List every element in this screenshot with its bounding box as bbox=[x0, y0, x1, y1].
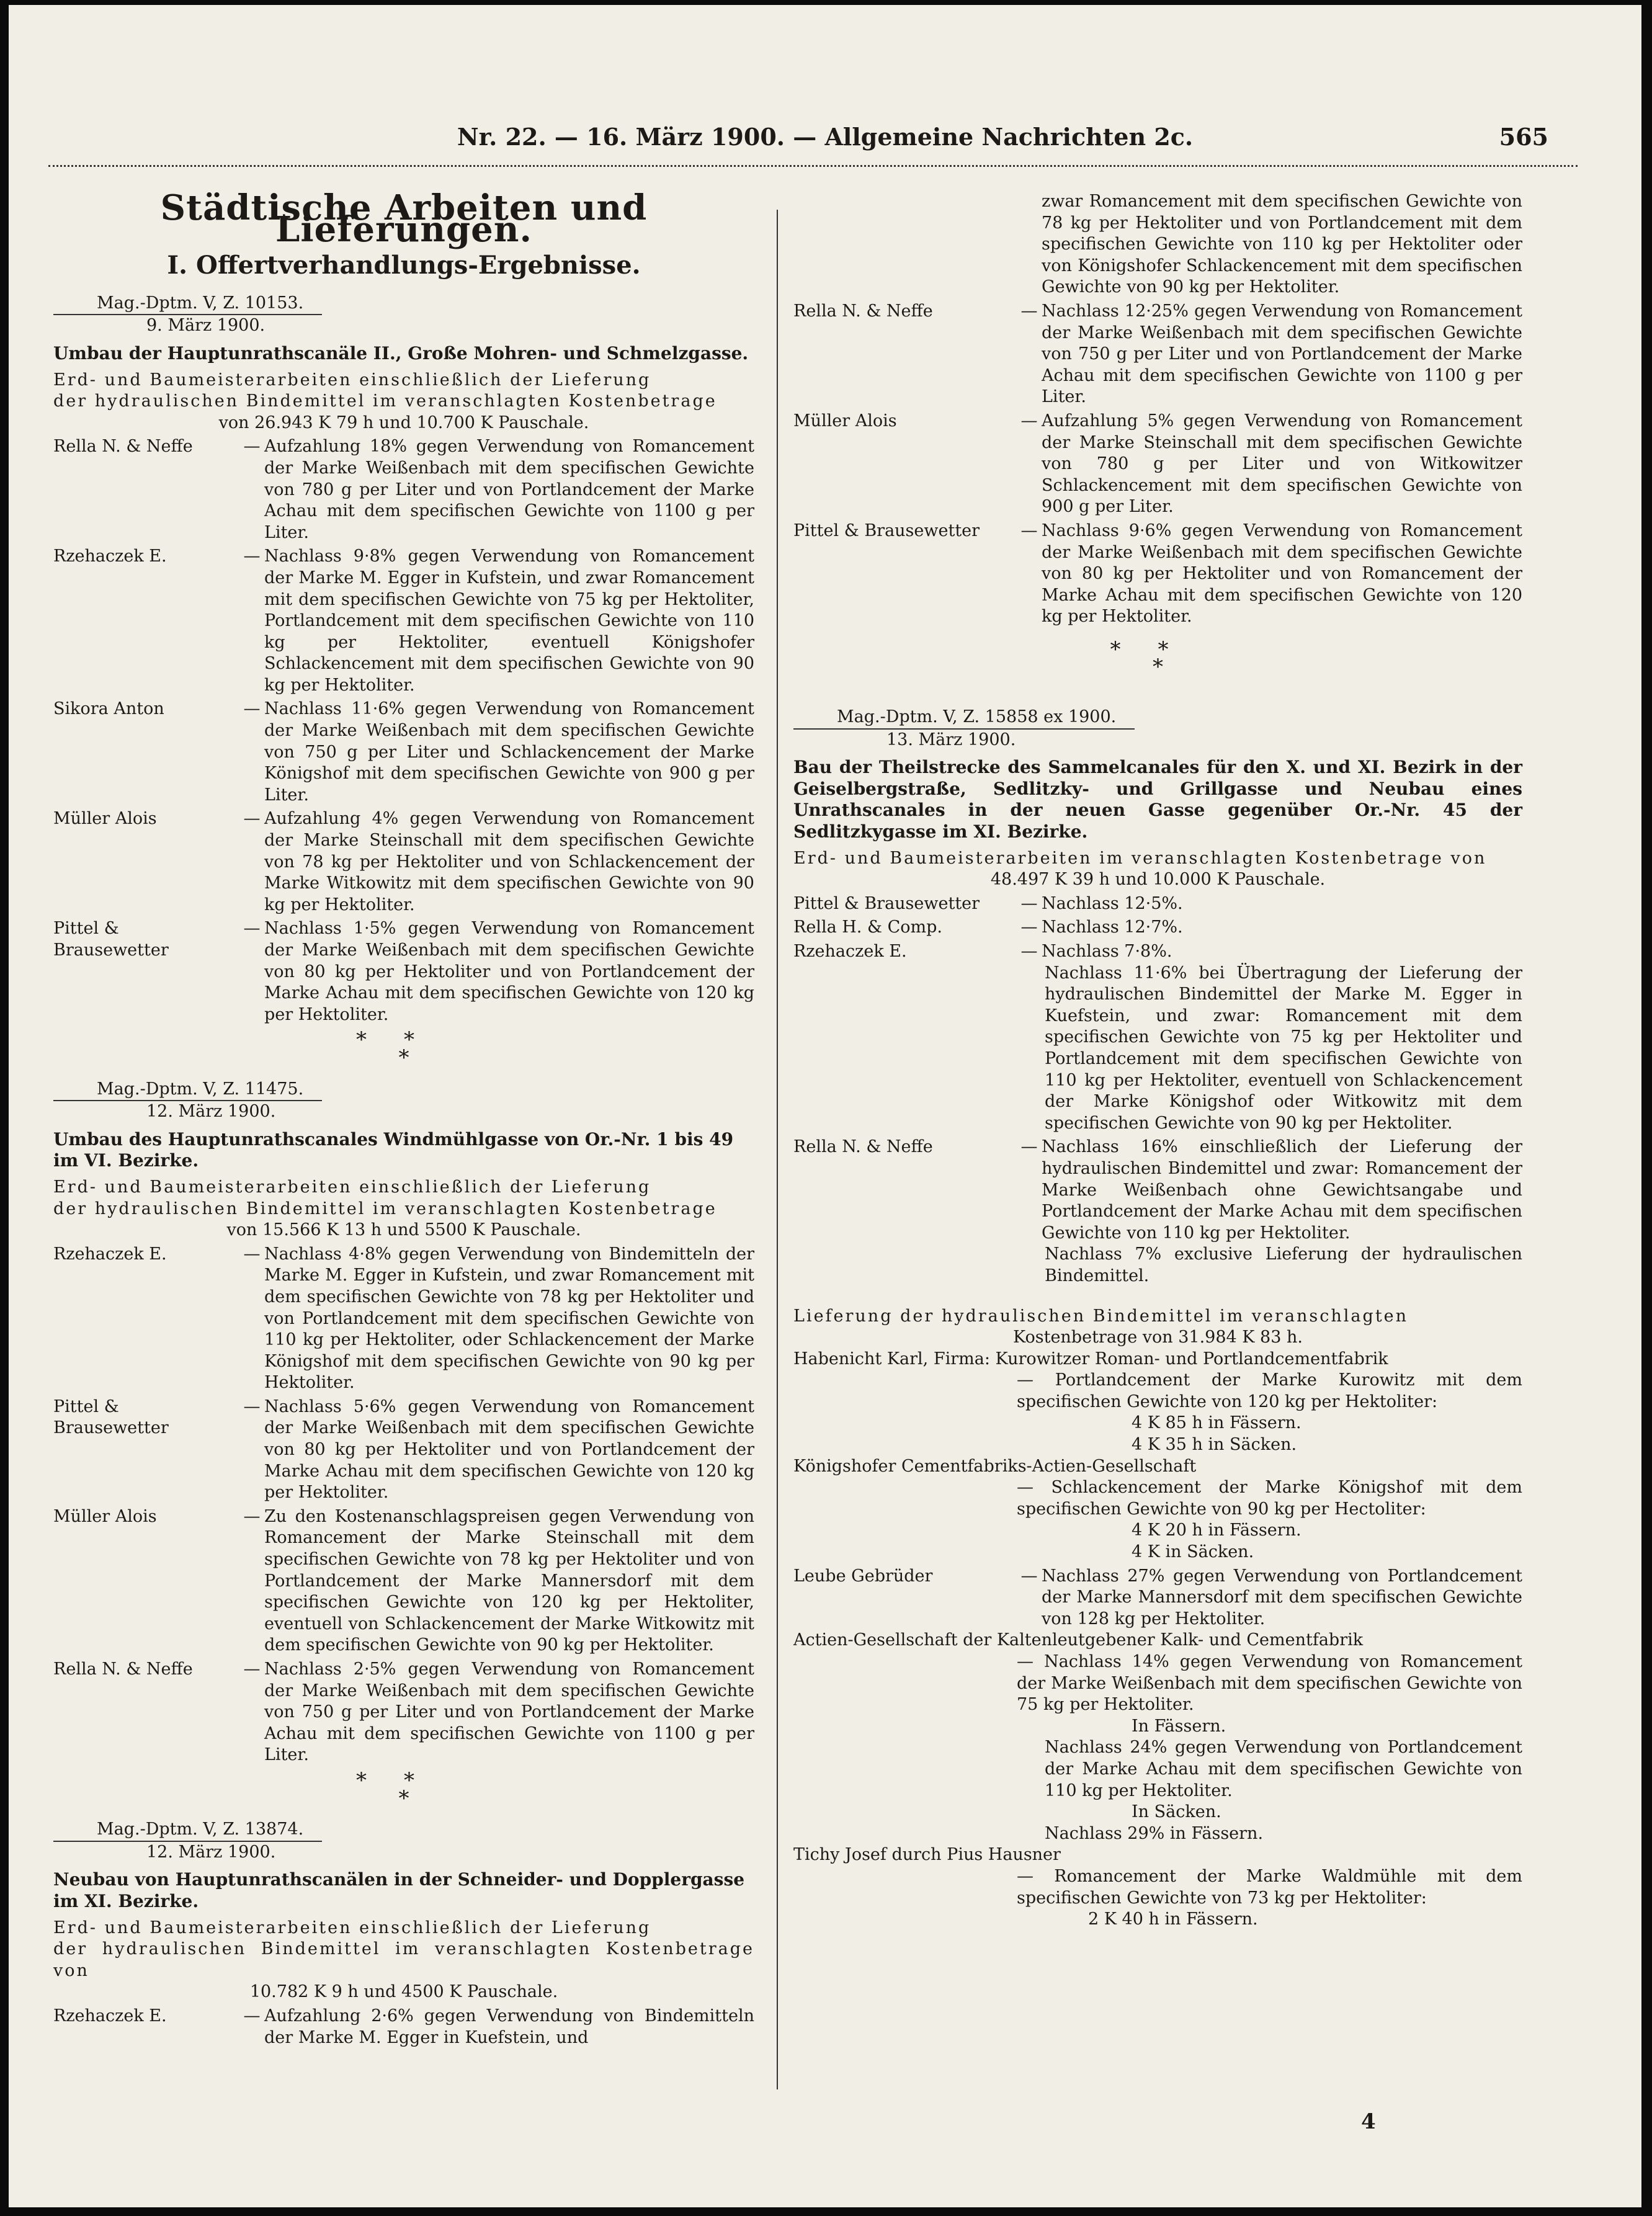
page bbox=[9, 5, 1641, 2207]
bid-entry: Rzehaczek E. — Aufzahlung 2·6% gegen Verwendung von Bindemitteln der Marke M. Egger in Kuefstein, und bbox=[53, 2006, 754, 2047]
separator-stars: ** bbox=[1110, 637, 1206, 662]
separator-stars: ** bbox=[356, 1767, 452, 1793]
signature-mark: 4 bbox=[1361, 2109, 1376, 2134]
separator-stars: ** bbox=[356, 1027, 452, 1053]
intro-text: Lieferung der hydraulischen Bindemittel im veranschlagten Kostenbetrage von 31.984 K 83 h. bbox=[793, 1306, 1409, 1347]
date: 12. März 1900. bbox=[146, 1102, 276, 1122]
bid-detail: Nachlass 7% exclusive Lieferung der hydraulischen Bindemittel. bbox=[1045, 1244, 1522, 1285]
continuation-text: zwar Romancement mit dem specifischen Gewichte von 78 kg per Hektoliter und von Portlandcement mit dem specifischen Gewichte von 110 kg per Hektoliter oder von Königshofer Schlackencement mit dem specifischen Gewichte von 90 kg per Hektoliter. bbox=[1042, 192, 1522, 297]
dept-ref: Mag.-Dptm. V, Z. 13874. bbox=[53, 1815, 754, 1842]
bid-detail: Nachlass 24% gegen Verwendung von Portlandcement der Marke Achau mit dem specifischen Gewichte von 110 kg per Hektoliter. bbox=[1045, 1738, 1522, 1800]
bid-entry: Rzehaczek E. — Nachlass 4·8% gegen Verwendung von Bindemitteln der Marke M. Egger in Kufstein, und zwar Romancement mit dem specifischen Gewichte von 78 kg per Hektoliter und von Portlandcement mit dem specifischen Gewichte von 110 kg per Hektoliter, oder Schlackencement der Marke Königshof mit dem specifischen Gewichte von 90 kg per Hektoliter. bbox=[53, 1244, 754, 1393]
project-title: Neubau von Hauptunrathscanälen in der Schneider- und Dopplergasse im XI. Bezirke. bbox=[53, 1869, 745, 1911]
bid-entry: Rella N. & Neffe — Nachlass 16% einschließlich der Lieferung der hydraulischen Bindemittel und zwar: Romancement der Marke Weißenbach ohne Gewichtsangabe und Portlandcement der Marke Achau mit dem specifischen Gewichte von 110 kg per Hektoliter. bbox=[793, 1137, 1522, 1243]
bid-detail: — Schlackencement der Marke Königshof mit dem specifischen Gewichte von 90 kg per Hectoliter: bbox=[1017, 1478, 1522, 1519]
price-line: In Säcken. bbox=[1132, 1802, 1221, 1822]
bid-entry: Rella H. & Comp. — Nachlass 12·7%. bbox=[793, 918, 1183, 937]
price-line: 2 K 40 h in Fässern. bbox=[1088, 1910, 1258, 1929]
section-title: I. Offertverhandlungs-Ergebnisse. bbox=[167, 251, 641, 280]
firm-name: Tichy Josef durch Pius Hausner bbox=[793, 1845, 1061, 1865]
price-line: 4 K 35 h in Säcken. bbox=[1132, 1435, 1297, 1455]
bid-entry: Leube Gebrüder — Nachlass 27% gegen Verwendung von Portlandcement der Marke Mannersdorf mit dem specifischen Gewichte von 128 kg per Hektoliter. bbox=[793, 1566, 1522, 1628]
right-column bbox=[793, 191, 1522, 1931]
intro-text: Erd- und Baumeisterarbeiten einschließlich der Lieferung der hydraulischen Bindemittel im veranschlagten Kostenbetrage von 10.782 K 9 h und 4500 K Pauschale. bbox=[53, 1918, 754, 2002]
bid-entry: Rella N. & Neffe — Nachlass 12·25% gegen Verwendung von Romancement der Marke Weißenbach mit dem specifischen Gewichte von 750 g per Liter und von Portlandcement der Marke Achau mit dem specifischen Gewichte von 1100 g per Liter. bbox=[793, 301, 1522, 407]
separator-star: * bbox=[398, 1785, 409, 1811]
intro-text: Erd- und Baumeisterarbeiten im veranschlagten Kostenbetrage von 48.497 K 39 h und 10.000 K Pauschale. bbox=[793, 848, 1487, 890]
separator-star: * bbox=[398, 1045, 409, 1070]
firm-name: Königshofer Cementfabriks-Actien-Gesellschaft bbox=[793, 1456, 1197, 1476]
price-line: Nachlass 29% in Fässern. bbox=[1045, 1823, 1264, 1843]
bid-entry: Rella N. & Neffe — Aufzahlung 18% gegen Verwendung von Romancement der Marke Weißenbach mit dem specifischen Gewichte von 780 g per Liter und von Portlandcement der Marke Achau mit dem specifischen Gewichte von 1100 g per Liter. bbox=[53, 437, 754, 542]
firm-name: Habenicht Karl, Firma: Kurowitzer Roman- und Portlandcementfabrik bbox=[793, 1349, 1388, 1369]
header-rule bbox=[48, 165, 1578, 167]
bid-entry: Pittel & Brausewetter — Nachlass 5·6% gegen Verwendung von Romancement der Marke Weißenbach mit dem specifischen Gewichte von 80 kg per Hektoliter und von Portlandcement der Marke Achau mit dem specifischen Gewichte von 120 kg per Hektoliter. bbox=[53, 1396, 754, 1503]
bid-entry: Sikora Anton — Nachlass 11·6% gegen Verwendung von Romancement der Marke Weißenbach mit dem specifischen Gewichte von 750 g per Liter und Schlackencement der Marke Königshof mit dem specifischen Gewichte von 900 g per Liter. bbox=[53, 699, 754, 805]
bid-entry: Müller Alois — Aufzahlung 5% gegen Verwendung von Romancement der Marke Steinschall mit dem specifischen Gewichte von 780 g per Liter und von Witkowitzer Schlackencement mit dem specifischen Gewichte von 900 g per Liter. bbox=[793, 411, 1522, 517]
date: 13. März 1900. bbox=[886, 730, 1016, 749]
price-line: 4 K 85 h in Fässern. bbox=[1132, 1413, 1302, 1433]
bid-entry: Rella N. & Neffe — Nachlass 2·5% gegen Verwendung von Romancement der Marke Weißenbach mit dem specifischen Gewichte von 750 g per Liter und von Portlandcement der Marke Achau mit dem specifischen Gewichte von 1100 g per Liter. bbox=[53, 1660, 754, 1765]
dept-ref: Mag.-Dptm. V, Z. 11475. bbox=[53, 1075, 754, 1102]
bid-entry: Pittel & Brausewetter — Nachlass 1·5% gegen Verwendung von Romancement der Marke Weißenbach mit dem specifischen Gewichte von 80 kg per Hektoliter und von Portlandcement der Marke Achau mit dem specifischen Gewichte von 120 kg per Hektoliter. bbox=[53, 919, 754, 1024]
project-title: Bau der Theilstrecke des Sammelcanales für den X. und XI. Bezirk in der Geiselbergstraße, Sedlitzky- und Grillgasse und Neubau eines Unrathscanales in der neuen Gasse gegenüber Or.-Nr. 45 der Sedlitzkygasse im XI. Bezirke. bbox=[793, 757, 1522, 842]
intro-text: Erd- und Baumeisterarbeiten einschließlich der Lieferung der hydraulischen Bindemittel im veranschlagten Kostenbetrage von 26.943 K 79 h und 10.700 K Pauschale. bbox=[53, 370, 717, 432]
date: 12. März 1900. bbox=[146, 1842, 276, 1862]
bid-detail: — Portlandcement der Marke Kurowitz mit dem specifischen Gewichte von 120 kg per Hektoliter: bbox=[1017, 1370, 1522, 1411]
date: 9. März 1900. bbox=[146, 316, 266, 336]
bid-detail: — Romancement der Marke Waldmühle mit dem specifischen Gewichte von 73 kg per Hektoliter: bbox=[1017, 1866, 1522, 1908]
bid-detail: — Nachlass 14% gegen Verwendung von Romancement der Marke Weißenbach mit dem specifischen Gewichte von 75 kg per Hektoliter. bbox=[1017, 1652, 1522, 1715]
bid-entry: Müller Alois — Zu den Kostenanschlagspreisen gegen Verwendung von Romancement der Marke Steinschall mit dem specifischen Gewichte von 78 kg per Hektoliter und von Portlandcement der Marke Mannersdorf mit dem specifischen Gewichte von 120 kg per Hektoliter, eventuell von Schlackencement der Marke Witkowitz mit dem specifischen Gewichte von 90 kg per Hektoliter. bbox=[53, 1506, 754, 1655]
intro-text: Erd- und Baumeisterarbeiten einschließlich der Lieferung der hydraulischen Bindemittel im veranschlagten Kostenbetrage von 15.566 K 13 h und 5500 K Pauschale. bbox=[53, 1177, 717, 1240]
left-column bbox=[53, 187, 754, 2048]
price-line: 4 K in Säcken. bbox=[1132, 1542, 1254, 1562]
project-title: Umbau des Hauptunrathscanales Windmühlgasse von Or.-Nr. 1 bis 49 im VI. Bezirke. bbox=[53, 1128, 734, 1171]
price-line: 4 K 20 h in Fässern. bbox=[1132, 1521, 1302, 1540]
bid-entry: Rzehaczek E. — Nachlass 7·8%. bbox=[793, 942, 1172, 961]
separator-star: * bbox=[1153, 655, 1163, 680]
bid-detail: Nachlass 11·6% bei Übertragung der Lieferung der hydraulischen Bindemittel der Marke M. Egger in Kuefstein, und zwar: Romancement mit dem specifischen Gewichte von 75 kg per Hektoliter und Portlandcement mit dem specifischen Gewichte von 110 kg per Hektoliter, eventuell von Schlackencement der Marke Königshof oder Witkowitz mit dem specifischen Gewichte von 90 kg per Hektoliter. bbox=[1045, 963, 1522, 1133]
bid-entry: Pittel & Brausewetter — Nachlass 9·6% gegen Verwendung von Romancement der Marke Weißenbach mit dem specifischen Gewichte von 80 kg per Hektoliter und von Romancement der Marke Achau mit dem specifischen Gewichte von 120 kg per Hektoliter. bbox=[793, 520, 1522, 627]
dept-ref: Mag.-Dptm. V, Z. 15858 ex 1900. bbox=[793, 703, 1522, 730]
bid-entry: Pittel & Brausewetter — Nachlass 12·5%. bbox=[793, 893, 1183, 913]
bid-entry: Müller Alois — Aufzahlung 4% gegen Verwendung von Romancement der Marke Steinschall mit dem specifischen Gewichte von 78 kg per Hektoliter und von Schlackencement der Marke Witkowitz mit dem specifischen Gewichte von 90 kg per Hektoliter. bbox=[53, 809, 754, 914]
main-title: Städtische Arbeiten und Lieferungen. bbox=[160, 187, 648, 250]
price-line: In Fässern. bbox=[1132, 1716, 1226, 1736]
header-issue: Nr. 22. — 16. März 1900. — Allgemeine Nachrichten 2c. bbox=[457, 123, 1194, 151]
bid-entry: Rzehaczek E. — Nachlass 9·8% gegen Verwendung von Romancement der Marke M. Egger in Kufstein, und zwar Romancement mit dem specifischen Gewichte von 75 kg per Hektoliter, Portlandcement mit dem specifischen Gewichte von 110 kg per Hektoliter, eventuell Königshofer Schlackencement mit dem specifischen Gewichte von 90 kg per Hektoliter. bbox=[53, 547, 754, 695]
column-divider bbox=[777, 210, 778, 2089]
firm-name: Actien-Gesellschaft der Kaltenleutgebener Kalk- und Cementfabrik bbox=[793, 1630, 1364, 1650]
page-number: 565 bbox=[1499, 123, 1548, 151]
project-title: Umbau der Hauptunrathscanäle II., Große Mohren- und Schmelzgasse. bbox=[53, 342, 749, 364]
dept-ref: Mag.-Dptm. V, Z. 10153. bbox=[53, 289, 754, 316]
